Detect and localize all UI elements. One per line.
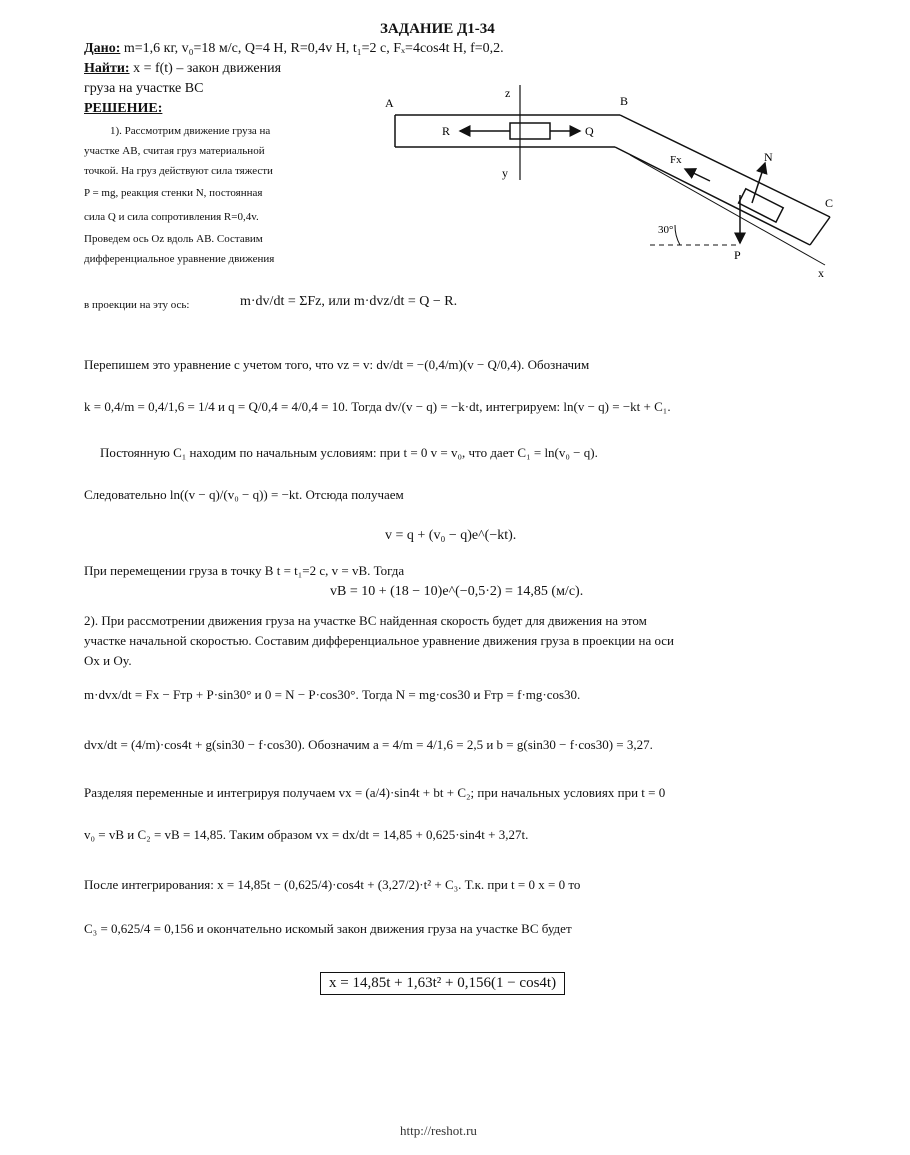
p7-line-1: 2). При рассмотрении движения груза на участке BC найденная скорость будет для движения на этом xyxy=(84,613,647,628)
p8: Разделяя переменные и интегрируя получаем vx = (a/4)·sin4t + bt + C₂; при начальных условиях при t = 0 xyxy=(84,785,666,800)
find-line xyxy=(84,60,281,78)
p1-line-8: в проекции на эту ось: xyxy=(84,299,190,311)
label-q: Q xyxy=(585,124,594,138)
p1-line-6: Проведем ось Oz вдоль AB. Составим xyxy=(84,233,263,245)
force-fx-arrow xyxy=(685,169,710,181)
label-fx: Fx xyxy=(670,154,682,166)
label-p: P xyxy=(734,248,741,262)
label-b: B xyxy=(620,94,629,108)
p6: При перемещении груза в точку B t = t₁=2 с, v = vB. Тогда xyxy=(84,563,405,578)
p1-line-5: сила Q и сила сопротивления R=0,4v. xyxy=(84,211,259,223)
label-n: N xyxy=(764,150,773,164)
equation-5: dvx/dt = (4/m)·cos4t + g(sin30 − f·cos30). Обозначим a = 4/m = 4/1,6 = 2,5 и b = g(sin30 − f·cos30) = 3,27. xyxy=(84,737,653,752)
footer-url: http://reshot.ru xyxy=(400,1123,477,1138)
p3: k = 0,4/m = 0,4/1,6 = 1/4 и q = Q/0,4 = 4/0,4 = 10. Тогда dv/(v − q) = −k·dt, интегрируем: ln(v − q) = −kt + C₁. xyxy=(84,399,671,414)
p1-line-2: участке AB, считая груз материальной xyxy=(84,145,265,157)
block-bc xyxy=(739,189,784,222)
tube-end-c xyxy=(810,217,830,245)
label-y: y xyxy=(502,166,508,180)
equation-4: m·dvx/dt = Fx − Fтр + P·sin30° и 0 = N − P·cos30°. Тогда N = mg·cos30 и Fтр = f·mg·cos30. xyxy=(84,687,581,702)
p1-line-3: точкой. На груз действуют сила тяжести xyxy=(84,165,273,177)
given-label: Дано: xyxy=(84,41,121,56)
p5: Следовательно ln((v − q)/(v₀ − q)) = −kt. Отсюда получаем xyxy=(84,487,404,502)
mechanics-diagram xyxy=(380,85,840,285)
label-a: A xyxy=(385,96,394,110)
page-title: ЗАДАНИЕ Д1-34 xyxy=(380,21,495,37)
solution-label: РЕШЕНИЕ: xyxy=(84,101,163,116)
label-c: C xyxy=(825,196,834,210)
equation-2: v = q + (v₀ − q)e^(−kt). xyxy=(385,528,517,543)
find-text-2: груза на участке BC xyxy=(84,81,204,96)
given-text: m=1,6 кг, v₀=18 м/с, Q=4 Н, R=0,4v Н, t₁=2 с, Fₓ=4cos4t Н, f=0,2. xyxy=(123,41,504,56)
equation-3: vB = 10 + (18 − 10)e^(−0,5·2) = 14,85 (м/с). xyxy=(330,584,584,599)
p9: v₀ = vB и C₂ = vB = 14,85. Таким образом vx = dx/dt = 14,85 + 0,625·sin4t + 3,27t. xyxy=(84,827,529,842)
find-text: x = f(t) – закон движения xyxy=(133,61,282,76)
p11: C₃ = 0,625/4 = 0,156 и окончательно искомый закон движения груза на участке BC будет xyxy=(84,921,572,936)
p7-line-2: участке начальной скоростью. Составим дифференциальное уравнение движения груза в проекции на оси xyxy=(84,633,675,648)
p1-line-7: дифференциальное уравнение движения xyxy=(84,253,275,265)
p7-line-3: Ox и Oy. xyxy=(84,653,132,668)
label-x: x xyxy=(818,266,824,280)
given-line xyxy=(84,40,504,58)
label-angle: 30° xyxy=(658,224,674,236)
block-ab xyxy=(510,123,550,139)
p4: Постоянную C₁ находим по начальным условиям: при t = 0 v = v₀, что дает C₁ = ln(v₀ − q). xyxy=(100,445,598,460)
tube-bottom-bc xyxy=(615,147,810,245)
label-r: R xyxy=(442,124,451,138)
find-label: Найти: xyxy=(84,61,130,76)
p1-line-1: 1). Рассмотрим движение груза на xyxy=(110,125,271,137)
equation-1: m·dv/dt = ΣFz, или m·dvz/dt = Q − R. xyxy=(240,294,458,309)
label-z: z xyxy=(505,86,511,100)
final-answer: x = 14,85t + 1,63t² + 0,156(1 − cos4t) xyxy=(320,972,565,995)
p10: После интегрирования: x = 14,85t − (0,625/4)·cos4t + (3,27/2)·t² + C₃. Т.к. при t = 0 x = 0 то xyxy=(84,877,581,892)
axis-x-incline xyxy=(630,155,825,265)
angle-arc xyxy=(675,225,680,245)
p1-line-4: P = mg, реакция стенки N, постоянная xyxy=(84,187,263,199)
p2: Перепишем это уравнение с учетом того, что vz = v: dv/dt = −(0,4/m)(v − Q/0,4). Обозначим xyxy=(84,357,590,372)
